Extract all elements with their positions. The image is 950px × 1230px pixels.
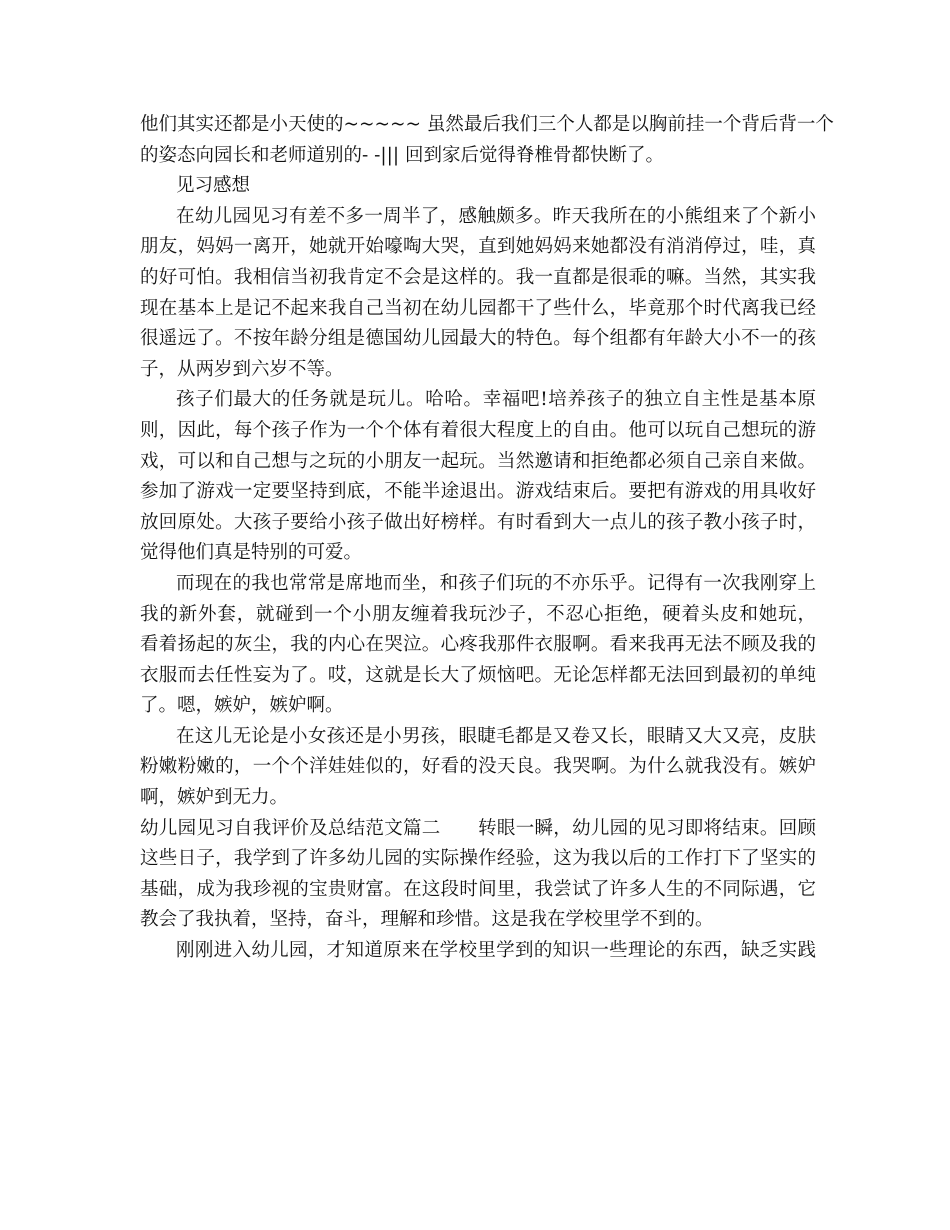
text-line: 我的新外套，就碰到一个小朋友缠着我玩沙子，不忍心拒绝，硬着头皮和她玩， [140,603,816,625]
text-line: 很遥远了。不按年龄分组是德国幼儿园最大的特色。每个组都有年龄大小不一的孩 [140,328,816,350]
text-line: 幼儿园见习自我评价及总结范文篇二 转眼一瞬，幼儿园的见习即将结束。回顾 [140,817,816,839]
text-line: 的好可怕。我相信当初我肯定不会是这样的。我一直都是很乖的嘛。当然，其实我 [140,266,816,288]
text-line: 而现在的我也常常是席地而坐，和孩子们玩的不亦乐乎。记得有一次我刚穿上 [176,572,816,594]
text-line: 放回原处。大孩子要给小孩子做出好榜样。有时看到大一点儿的孩子教小孩子时， [140,511,816,533]
text-line: 了。嗯，嫉妒，嫉妒啊。 [140,695,344,717]
text-line: 教会了我执着，坚持，奋斗，理解和珍惜。这是我在学校里学不到的。 [140,909,714,931]
text-line: 参加了游戏一定要坚持到底，不能半途退出。游戏结束后。要把有游戏的用具收好 [140,481,816,503]
text-line: 衣服而去任性妄为了。哎，这就是长大了烦恼吧。无论怎样都无法回到最初的单纯 [140,664,816,686]
text-line: 朋友，妈妈一离开，她就开始嚎啕大哭，直到她妈妈来她都没有消消停过，哇，真 [140,236,816,258]
text-line: 戏，可以和自己想与之玩的小朋友一起玩。当然邀请和拒绝都必须自己亲自来做。 [140,450,816,472]
text-line: 看着扬起的灰尘，我的内心在哭泣。心疼我那件衣服啊。看来我再无法不顾及我的 [140,634,816,656]
text-line: 的姿态向园长和老师道别的- -||| 回到家后觉得脊椎骨都快断了。 [140,144,664,166]
text-line: 粉嫩粉嫩的，一个个洋娃娃似的，好看的没天良。我哭啊。为什么就我没有。嫉妒 [140,756,816,778]
text-line: 他们其实还都是小天使的~~~~~ 虽然最后我们三个人都是以胸前挂一个背后背一个 [140,114,834,135]
text-line: 孩子们最大的任务就是玩儿。哈哈。幸福吧!培养孩子的独立自主性是基本原 [176,389,816,411]
text-line: 这些日子，我学到了许多幼儿园的实际操作经验，这为我以后的工作打下了坚实的 [140,848,816,870]
text-line: 刚刚进入幼儿园，才知道原来在学校里学到的知识一些理论的东西，缺乏实践 [176,940,816,962]
text-line: 觉得他们真是特别的可爱。 [140,542,363,564]
text-line: 现在基本上是记不起来我自己当初在幼儿园都干了些什么，毕竟那个时代离我已经 [140,297,816,319]
text-line: 见习感想 [176,175,251,197]
text-line: 则，因此，每个孩子作为一个个体有着很大程度上的自由。他可以玩自己想玩的游 [140,419,816,441]
text-line: 在幼儿园见习有差不多一周半了，感触颇多。昨天我所在的小熊组来了个新小 [176,205,816,227]
text-line: 在这儿无论是小女孩还是小男孩，眼睫毛都是又卷又长，眼睛又大又亮，皮肤 [176,725,816,747]
text-line: 子，从两岁到六岁不等。 [140,358,344,380]
document-body [140,110,834,967]
text-line: 啊，嫉妒到无力。 [140,787,289,809]
text-line: 基础，成为我珍视的宝贵财富。在这段时间里，我尝试了许多人生的不同际遇，它 [140,878,816,900]
